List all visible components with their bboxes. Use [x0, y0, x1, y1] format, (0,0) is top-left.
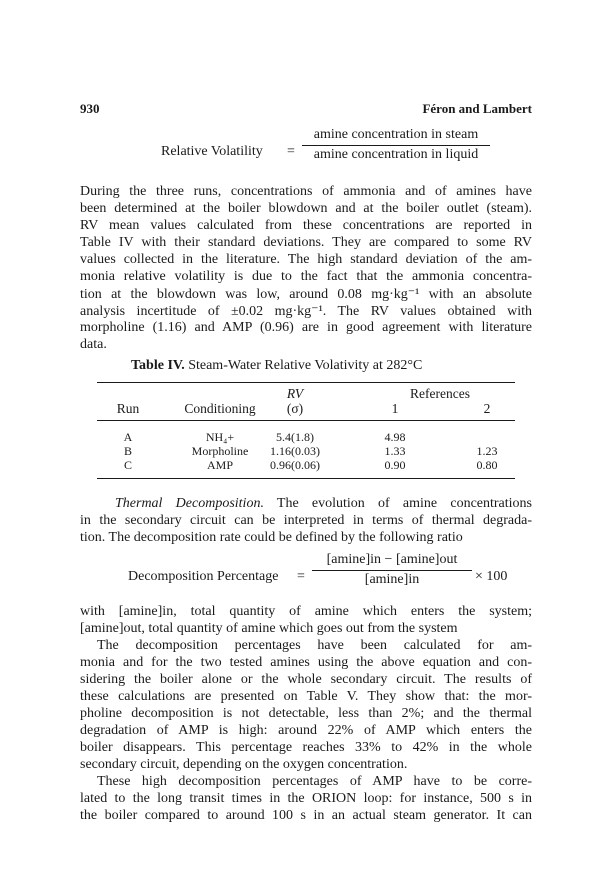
cell-rv: 5.4(1.8) [276, 430, 314, 444]
cell-rv: 1.16(0.03) [270, 444, 320, 458]
equation-equals: = [297, 569, 305, 584]
paragraph-line: lated to the long transit times in the ORION loop: for instance, 500 s in [80, 791, 532, 806]
cell-run: B [123, 444, 132, 458]
paragraph-line: with [amine]in, total quantity of amine which enters the system; [80, 604, 532, 619]
paragraph-line: monia relative volatility is due to the fact that the ammonia concentra- [80, 269, 532, 284]
paragraph-text: The evolution of amine concentrations [263, 496, 532, 511]
equation-fraction [302, 127, 490, 163]
paragraph-line: monia and for the two tested amines using the above equation and con- [80, 655, 532, 670]
equation-fraction [312, 552, 472, 588]
section-heading: Thermal Decomposition. [115, 496, 264, 511]
paragraph-line: tion at the blowdown was low, around 0.08 mg·kg⁻¹ with an absolute [80, 287, 532, 302]
cell-ref-1: 4.98 [384, 430, 406, 444]
cell-run: C [123, 458, 132, 472]
paragraph-line: analysis incertitude of ±0.02 mg·kg⁻¹. The RV values obtained with [80, 304, 532, 319]
paragraph-line: RV mean values calculated from these concentrations are reported in [80, 218, 532, 233]
paragraph-line: morpholine (1.16) and AMP (0.96) are in good agreement with literature [80, 320, 532, 335]
paragraph-line: degradation of AMP is high: around 22% of AMP which enters the [80, 723, 532, 738]
paragraph-line: secondary circuit, depending on the oxygen concentration. [80, 757, 408, 772]
paragraph-line: During the three runs, concentrations of ammonia and of amines have [80, 184, 532, 199]
equation-lhs: Decomposition Percentage [128, 569, 279, 584]
cell-ref-1: 1.33 [384, 444, 406, 458]
paragraph-line: tion. The decomposition rate could be defined by the following ratio [80, 530, 463, 545]
cell-conditioning: AMP [206, 458, 233, 472]
cell-conditioning: NH₄+ [205, 430, 235, 444]
header-rv: RV [286, 386, 304, 401]
equation-numerator: amine concentration in steam [313, 127, 479, 142]
header-ref-1: 1 [391, 401, 399, 416]
fraction-bar [312, 570, 472, 571]
equation-times-100: × 100 [475, 569, 508, 584]
header-run: Run [116, 401, 140, 416]
table-caption-label: Table IV. [131, 358, 185, 373]
header-references: References [410, 386, 470, 401]
paragraph-line: sidering the boiler alone or the whole secondary circuit. The results of [80, 672, 532, 687]
paragraph-line [115, 496, 532, 514]
header-ref-2: 2 [483, 401, 491, 416]
header-sigma: (σ) [286, 401, 304, 416]
cell-ref-2: 1.23 [476, 444, 498, 458]
cell-run: A [123, 430, 133, 444]
table-bottom-rule [97, 478, 515, 479]
equation-denominator: [amine]in [364, 572, 420, 587]
paragraph-line: these calculations are presented on Table V. They show that: the mor- [80, 689, 532, 704]
paragraph-line: [amine]out, total quantity of amine which goes out from the system [80, 621, 458, 636]
paragraph-line: been determined at the boiler blowdown and at the boiler outlet (steam). [80, 201, 532, 216]
paragraph-line: Table IV with their standard deviations. They are compared to some RV [80, 235, 532, 250]
page-number: 930 [80, 101, 100, 116]
cell-ref-2: 0.80 [476, 458, 498, 472]
equation-lhs: Relative Volatility [161, 144, 263, 159]
paragraph-line: in the secondary circuit can be interpreted in terms of thermal degrada- [80, 513, 532, 528]
header-conditioning: Conditioning [184, 401, 256, 416]
equation-numerator: [amine]in − [amine]out [326, 552, 458, 567]
cell-ref-1: 0.90 [384, 458, 406, 472]
equation-denominator: amine concentration in liquid [313, 147, 479, 162]
table-caption-title: Steam-Water Relative Volativity at 282°C [188, 358, 423, 373]
paragraph-line: pholine decomposition is not detectable, less than 2%; and the thermal [80, 706, 532, 721]
paragraph-line: values collected in the literature. The high standard deviation of the am- [80, 252, 532, 267]
paragraph-line: These high decomposition percentages of AMP have to be corre- [97, 774, 532, 789]
cell-conditioning: Morpholine [191, 444, 249, 458]
cell-rv: 0.96(0.06) [270, 458, 320, 472]
table-caption [131, 358, 422, 374]
paragraph-line: the boiler compared to around 100 s in an actual steam generator. It can [80, 808, 532, 823]
table-top-rule [97, 382, 515, 383]
paragraph-line: data. [80, 337, 107, 352]
table-header-rule [97, 420, 515, 421]
equation-equals: = [287, 144, 295, 159]
running-header-authors: Féron and Lambert [422, 101, 532, 116]
paragraph-line: The decomposition percentages have been calculated for am- [97, 638, 532, 653]
paragraph-line: boiler disappears. This percentage reaches 33% to 42% in the whole [80, 740, 532, 755]
fraction-bar [302, 145, 490, 146]
